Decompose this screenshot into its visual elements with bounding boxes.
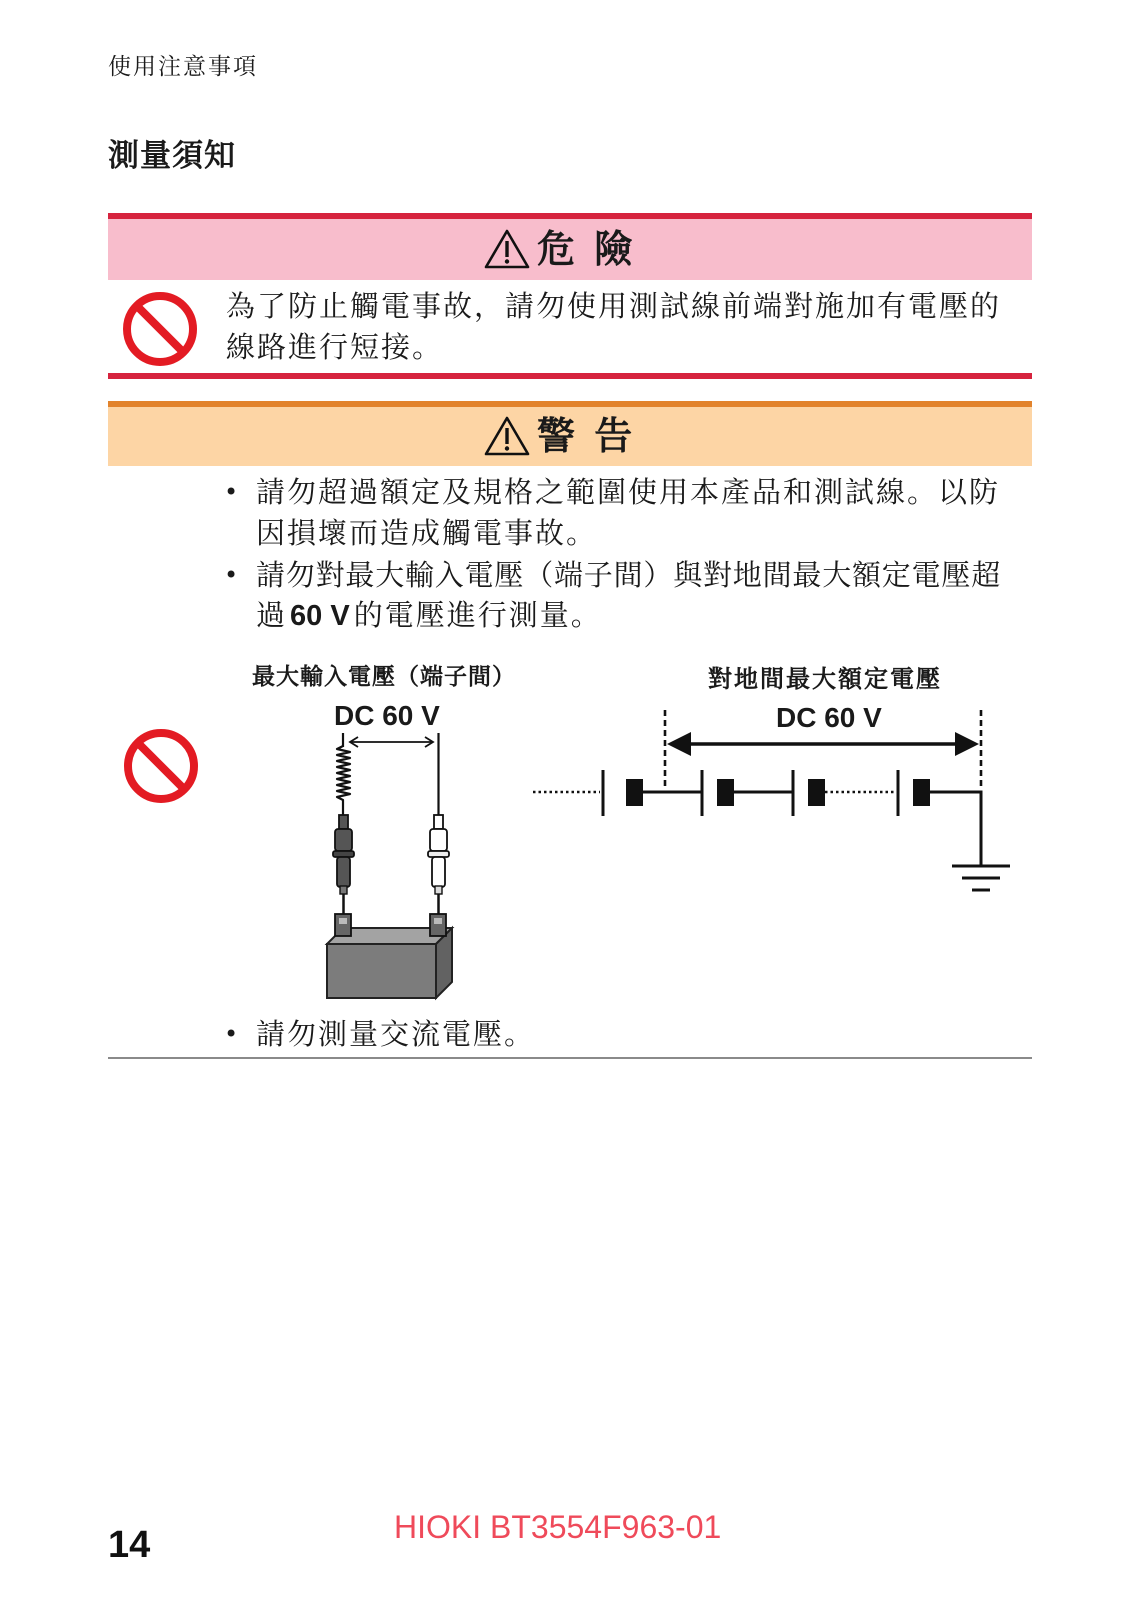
diagram-label-max-rated-to-earth: 對地間最大額定電壓	[708, 665, 942, 693]
warning-item-line: 因損壞而造成觸電事故。	[256, 516, 598, 550]
running-header: 使用注意事項	[108, 54, 258, 80]
series-cell-circuit	[533, 770, 981, 866]
section-title: 測量須知	[108, 138, 236, 174]
warning-triangle-icon	[484, 415, 530, 457]
prohibition-sign-icon	[122, 727, 200, 805]
warning-item-line: 請勿測量交流電壓。	[256, 1017, 536, 1051]
voltage-limit-emphasis: 60 V	[290, 600, 350, 632]
black-test-probe-icon	[333, 815, 354, 916]
warning-triangle-icon	[484, 228, 530, 270]
bullet-marker: •	[224, 561, 239, 589]
bullet-marker: •	[224, 1020, 239, 1048]
warning-item-line: 請勿超過額定及規格之範圍使用本產品和測試線。以防	[256, 475, 1001, 509]
warning-item-line: 請勿對最大輸入電壓（端子間）與對地間最大額定電壓超	[256, 558, 1002, 592]
danger-title: 危 險	[537, 227, 636, 271]
white-test-probe-icon	[428, 815, 449, 916]
battery-icon	[327, 914, 452, 998]
warning-bottom-rule	[108, 1057, 1032, 1059]
diagram-value-max-input: DC 60 V	[334, 700, 440, 731]
page-number: 14	[108, 1524, 151, 1566]
document-code: HIOKI BT3554F963-01	[394, 1509, 722, 1545]
warning-item-line	[256, 597, 602, 634]
danger-text-line: 線路進行短接。	[226, 330, 444, 364]
bullet-marker: •	[224, 478, 239, 506]
diagram-value-max-rated-to-earth: DC 60 V	[776, 702, 882, 733]
coiled-cable	[337, 746, 350, 815]
danger-bottom-rule	[108, 373, 1032, 379]
diagram-label-max-input: 最大輸入電壓（端子間）	[252, 664, 516, 690]
terminal-voltage-arrow	[343, 733, 433, 747]
continuation-after: 的電壓進行測量。	[353, 598, 602, 632]
warning-title: 警 告	[537, 414, 636, 458]
ground-symbol-icon	[952, 866, 1010, 890]
danger-text-line: 為了防止觸電事故，請勿使用測試線前端對施加有電壓的	[226, 289, 1002, 323]
continuation-before: 過	[256, 598, 288, 632]
prohibition-sign-icon	[121, 290, 199, 368]
